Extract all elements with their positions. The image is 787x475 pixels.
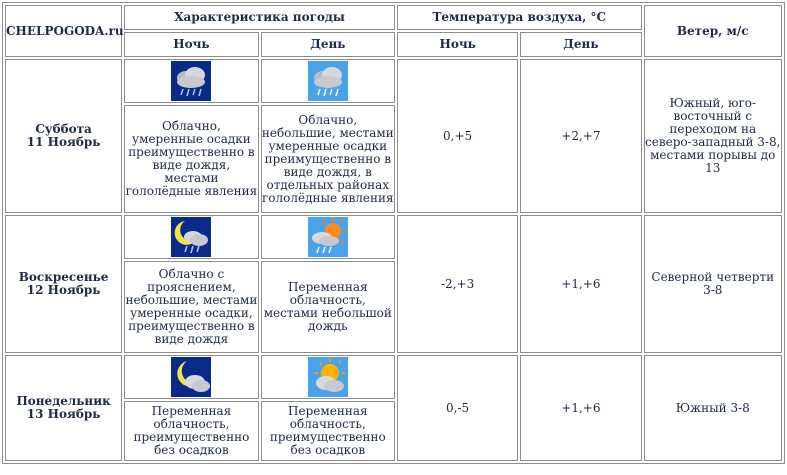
temp-night-subheader: Ночь [397,32,518,57]
night-icon-cell [124,215,258,259]
day-description: Переменная облачность, местами небольшой дождь [261,261,395,353]
temp-day: +1,+6 [520,355,641,461]
cloud-rain-icon [308,61,348,101]
night-description: Облачно с прояснением, небольшие, местами умеренные осадки, преимущественно в виде дождя [124,261,258,353]
weekday: Понедельник [16,394,111,408]
moon-cloud-rain-icon [171,217,211,257]
day-icon-cell [261,355,395,399]
day-label [5,215,122,353]
wind-info: Южный 3-8 [644,355,783,461]
date: 12 Ноябрь [26,283,101,297]
day-row [5,355,782,399]
day-icon-cell [261,215,395,259]
day-description: Облачно, небольшие, местами умеренные осадки преимущественно в виде дождя, в отдельных районах гололёдные явления [261,105,395,213]
date: 11 Ноябрь [26,135,101,149]
temp-day: +1,+6 [520,215,641,353]
wind-info: Южный, юго-восточный с переходом на северо-западный 3-8, местами порывы до 13 [644,59,783,213]
day-description: Переменная облачность, преимущественно без осадков [261,401,395,461]
day-icon-cell [261,59,395,103]
sun-cloud-rain-icon [308,217,348,257]
night-description: Облачно, умеренные осадки преимущественно в виде дождя, местами гололёдные явления [124,105,258,213]
temp-night: 0,+5 [397,59,518,213]
day-label [5,355,122,461]
day-label [5,59,122,213]
day-row [5,59,782,103]
temp-day: +2,+7 [520,59,641,213]
moon-cloud-icon [171,357,211,397]
weather-characteristic-header: Характеристика погоды [124,5,395,30]
night-icon-cell [124,355,258,399]
weather-day-subheader: День [261,32,395,57]
air-temperature-header: Температура воздуха, °C [397,5,642,30]
temp-night: 0,-5 [397,355,518,461]
weather-night-subheader: Ночь [124,32,258,57]
site-brand[interactable]: CHELPOGODA.ru [5,5,122,57]
wind-info: Северной четверти 3-8 [644,215,783,353]
weekday: Суббота [35,122,92,136]
night-icon-cell [124,59,258,103]
wind-header: Ветер, м/с [644,5,783,57]
temp-day-subheader: День [520,32,641,57]
sun-cloud-icon [308,357,348,397]
temp-night: -2,+3 [397,215,518,353]
day-row [5,215,782,259]
night-description: Переменная облачность, преимущественно без осадков [124,401,258,461]
forecast-table [2,2,785,464]
date: 13 Ноябрь [26,407,101,421]
cloud-rain-icon [171,61,211,101]
weekday: Воскресенье [18,270,109,284]
